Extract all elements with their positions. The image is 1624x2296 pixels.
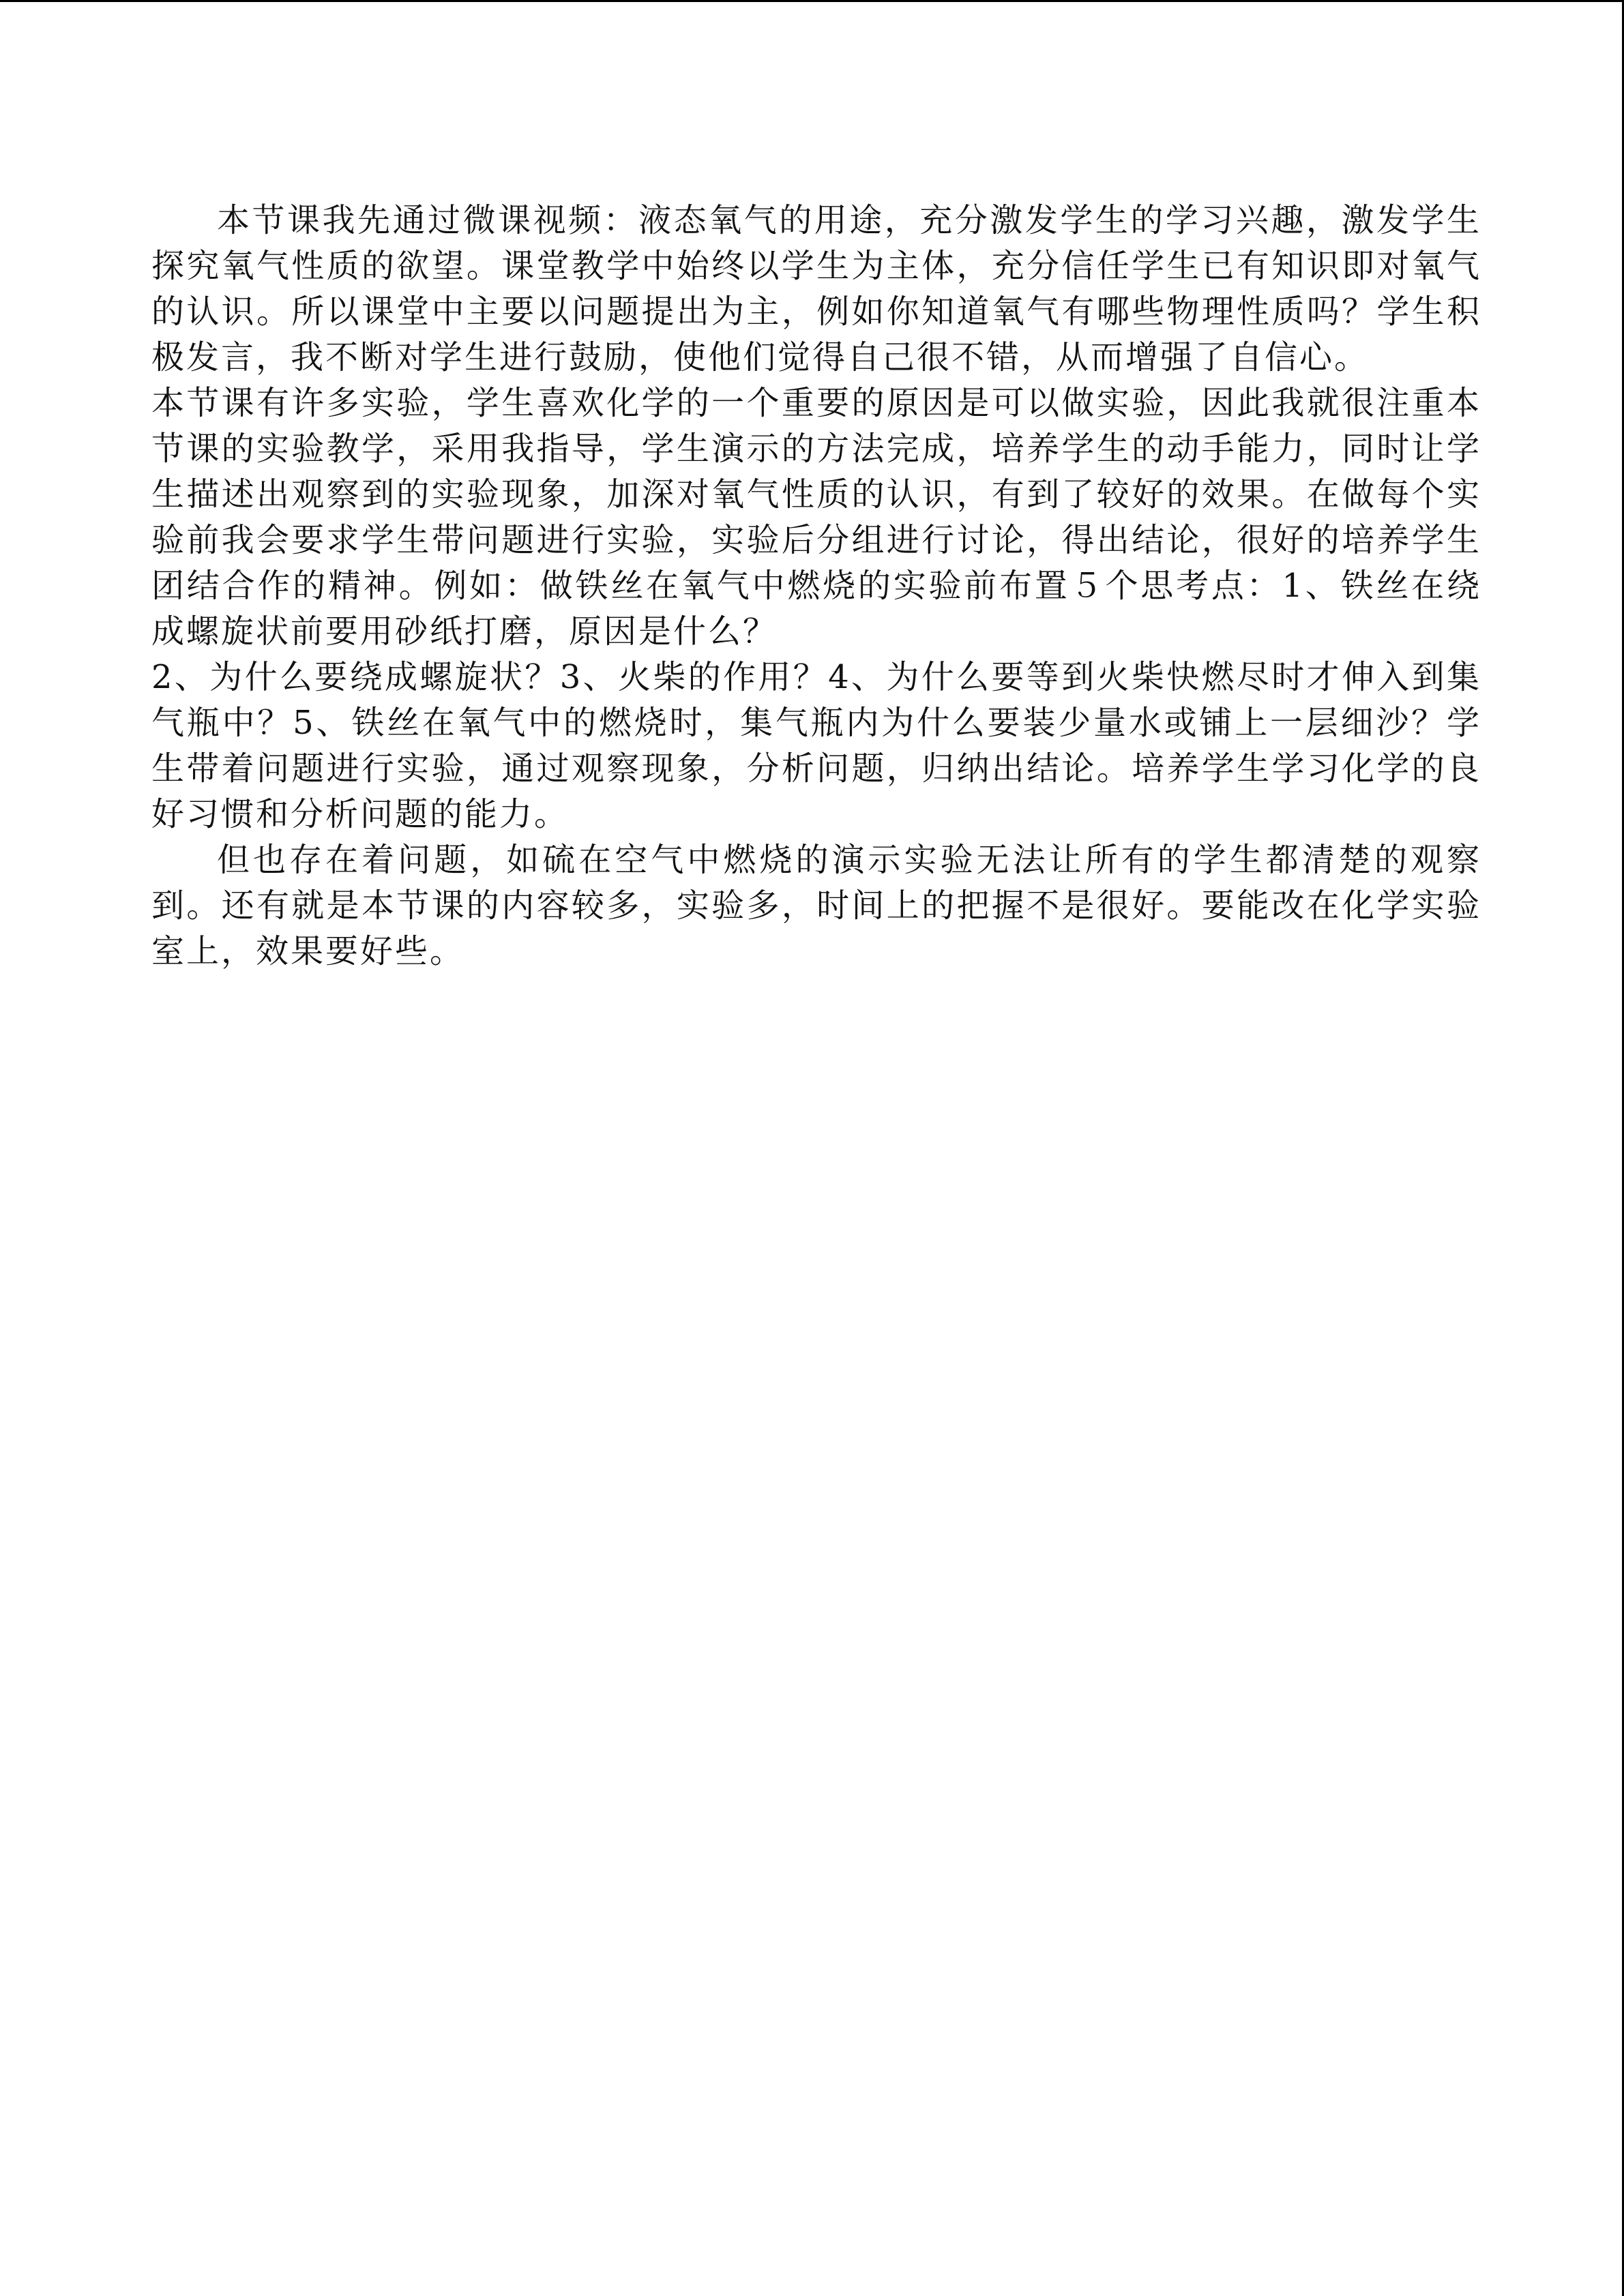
paragraph-questions: 2、为什么要绕成螺旋状？3、火柴的作用？4、为什么要等到火柴快燃尽时才伸入到集气瓶中？5、铁丝在氧气中的燃烧时，集气瓶内为什么要装少量水或铺上一层细沙？学生带着问题进行实验，通过观察现象，分析问题，归纳出结论。培养学生学习化学的良好习惯和分析问题的能力。 [151,658,1481,833]
paragraph-experiments: 本节课有许多实验，学生喜欢化学的一个重要的原因是可以做实验，因此我就很注重本节课的实验教学，采用我指导，学生演示的方法完成，培养学生的动手能力，同时让学生描述出观察到的实验现象，加深对氧气性质的认识，有到了较好的效果。在做每个实验前我会要求学生带问题进行实验，实验后分组进行讨论，得出结论，很好的培养学生团结合作的精神。例如：做铁丝在氧气中燃烧的实验前布置５个思考点：1、铁丝在绕成螺旋状前要用砂纸打磨，原因是什么？ [151,384,1481,651]
document-body [151,198,1481,974]
paragraph-micro-lesson: 本节课我先通过微课视频：液态氧气的用途，充分激发学生的学习兴趣，激发学生探究氧气性质的欲望。课堂教学中始终以学生为主体，充分信任学生已有知识即对氧气的认识。所以课堂中主要以问题提出为主，例如你知道氧气有哪些物理性质吗？学生积极发言，我不断对学生进行鼓励，使他们觉得自己很不错，从而增强了自信心。 [151,201,1481,376]
paragraph-problems: 但也存在着问题，如硫在空气中燃烧的演示实验无法让所有的学生都清楚的观察到。还有就是本节课的内容较多，实验多，时间上的把握不是很好。要能改在化学实验室上，效果要好些。 [151,841,1481,970]
